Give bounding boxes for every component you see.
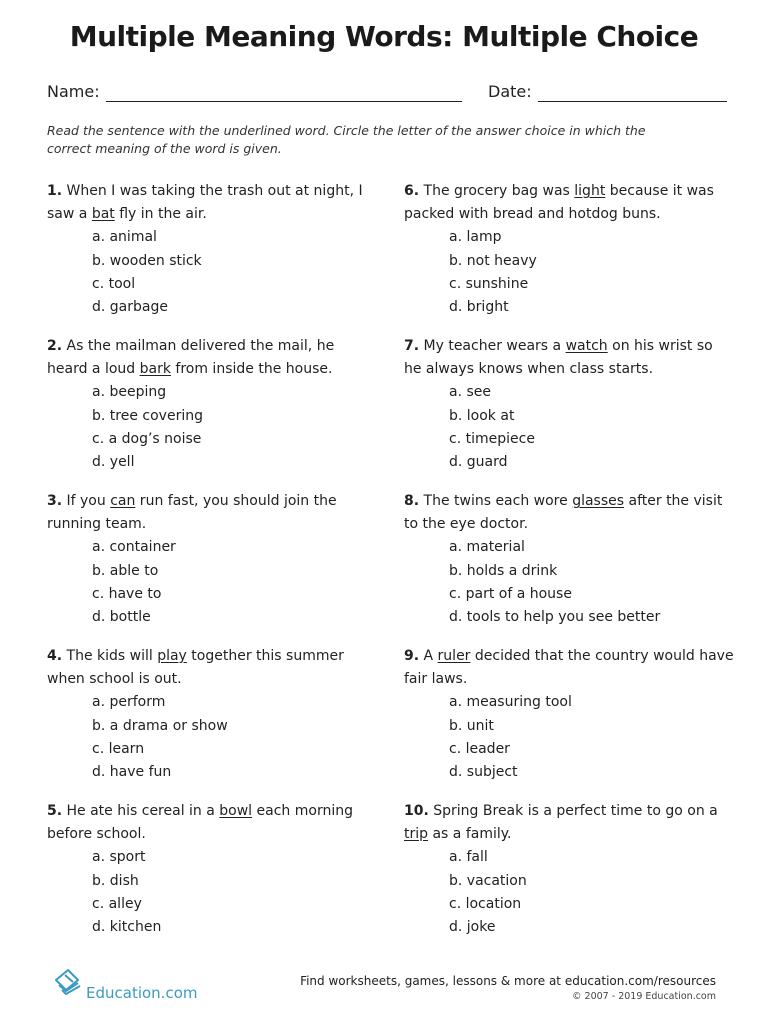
question-text-before: Spring Break is a perfect time to go on a bbox=[428, 803, 718, 819]
question-text-after: decided that the country would have fair laws. bbox=[404, 648, 734, 688]
underlined-word: bark bbox=[139, 361, 171, 378]
question-number: 9. bbox=[404, 648, 420, 664]
question-text-after: because it was packed with bread and hotdog buns. bbox=[404, 183, 714, 223]
date-line[interactable] bbox=[538, 101, 727, 102]
answer-choice[interactable]: a. measuring tool bbox=[449, 694, 572, 711]
question-stem bbox=[47, 490, 377, 536]
answer-choice[interactable]: c. part of a house bbox=[449, 585, 572, 602]
question-text-after: from inside the house. bbox=[170, 361, 333, 378]
question-text-after: after the visit to the eye doctor. bbox=[404, 493, 723, 533]
question-text-after: as a family. bbox=[428, 826, 512, 843]
answer-choice[interactable]: c. timepiece bbox=[449, 430, 535, 447]
answer-choice[interactable]: b. unit bbox=[449, 717, 494, 734]
question-item bbox=[47, 180, 377, 319]
question-text-after: on his wrist so he always knows when class starts. bbox=[404, 338, 713, 378]
answer-choice[interactable]: c. sunshine bbox=[449, 275, 529, 292]
question-item bbox=[404, 645, 734, 784]
answer-choice[interactable]: b. not heavy bbox=[449, 252, 537, 269]
question-stem bbox=[47, 335, 377, 381]
question-item bbox=[47, 645, 377, 784]
brand-name: Education.com bbox=[86, 984, 198, 1002]
question-number: 10. bbox=[404, 803, 429, 819]
question-stem bbox=[404, 645, 734, 691]
answer-choice[interactable]: a. animal bbox=[92, 229, 157, 246]
answer-choice[interactable]: b. holds a drink bbox=[449, 562, 558, 579]
answer-choice[interactable]: c. a dog’s noise bbox=[92, 430, 202, 447]
answer-choice[interactable]: a. fall bbox=[449, 849, 488, 866]
question-stem bbox=[404, 800, 734, 846]
question-item bbox=[404, 180, 734, 319]
underlined-word: bat bbox=[91, 206, 115, 223]
underlined-word: can bbox=[110, 493, 136, 509]
underlined-word: bowl bbox=[219, 803, 253, 819]
question-text-after: each morning before school. bbox=[47, 803, 353, 843]
answer-choice[interactable]: a. material bbox=[449, 539, 525, 556]
question-item bbox=[47, 335, 377, 474]
question-stem bbox=[47, 645, 377, 691]
question-text-after: run fast, you should join the running team. bbox=[47, 493, 337, 533]
answer-choice[interactable]: b. tree covering bbox=[92, 407, 203, 424]
answer-choice[interactable]: b. wooden stick bbox=[92, 252, 202, 269]
answer-choice[interactable]: d. bottle bbox=[92, 609, 151, 626]
answer-choice[interactable]: d. guard bbox=[449, 454, 508, 471]
question-text-before: The grocery bag was bbox=[419, 183, 575, 199]
question-stem bbox=[404, 490, 734, 536]
question-text-before: The twins each wore bbox=[419, 493, 573, 509]
answer-choice[interactable]: b. a drama or show bbox=[92, 717, 228, 734]
name-label: Name: bbox=[47, 82, 100, 101]
answer-choice[interactable]: d. subject bbox=[449, 764, 518, 781]
answer-choice[interactable]: c. have to bbox=[92, 585, 162, 602]
question-text-after: fly in the air. bbox=[114, 206, 207, 223]
instructions: Read the sentence with the underlined word. Circle the letter of the answer choice in which the correct meaning of the word is given. bbox=[47, 123, 646, 156]
name-line[interactable] bbox=[106, 101, 462, 102]
question-number: 8. bbox=[404, 493, 420, 509]
question-item bbox=[404, 490, 734, 629]
question-item bbox=[404, 335, 734, 474]
question-item bbox=[404, 800, 734, 939]
question-stem bbox=[404, 180, 734, 226]
education-logo bbox=[52, 966, 252, 1002]
answer-choice[interactable]: a. see bbox=[449, 384, 491, 401]
question-number: 5. bbox=[47, 803, 63, 819]
question-item bbox=[47, 490, 377, 629]
question-text-before: When I was taking the trash out at night, I saw a bbox=[47, 183, 363, 223]
worksheet-title: Multiple Meaning Words: Multiple Choice bbox=[69, 20, 699, 53]
footer-tagline: Find worksheets, games, lessons & more at education.com/resources bbox=[300, 974, 716, 988]
question-stem bbox=[404, 335, 734, 381]
answer-choice[interactable]: b. look at bbox=[449, 407, 515, 424]
answer-choice[interactable]: d. joke bbox=[449, 919, 496, 936]
date-label: Date: bbox=[488, 82, 532, 101]
answer-choice[interactable]: d. garbage bbox=[92, 299, 168, 316]
answer-choice[interactable]: a. sport bbox=[92, 849, 146, 866]
answer-choice[interactable]: a. beeping bbox=[92, 384, 167, 401]
underlined-word: ruler bbox=[437, 648, 471, 664]
question-text-before: The kids will bbox=[62, 648, 158, 664]
answer-choice[interactable]: c. alley bbox=[92, 895, 142, 912]
question-text-before: He ate his cereal in a bbox=[62, 803, 220, 819]
answer-choice[interactable]: d. kitchen bbox=[92, 919, 162, 936]
underlined-word: play bbox=[157, 648, 187, 664]
answer-choice[interactable]: b. able to bbox=[92, 562, 159, 579]
question-number: 4. bbox=[47, 648, 63, 664]
question-text-before: My teacher wears a bbox=[419, 338, 566, 354]
answer-choice[interactable]: b. vacation bbox=[449, 872, 527, 889]
footer-copyright: © 2007 - 2019 Education.com bbox=[572, 991, 716, 1002]
answer-choice[interactable]: a. lamp bbox=[449, 229, 502, 246]
question-text-before: As the mailman delivered the mail, he heard a loud bbox=[47, 338, 335, 378]
answer-choice[interactable]: d. have fun bbox=[92, 764, 172, 781]
footer-info bbox=[300, 974, 716, 1002]
answer-choice[interactable]: a. perform bbox=[92, 694, 166, 711]
question-number: 1. bbox=[47, 183, 63, 199]
answer-choice[interactable]: c. tool bbox=[92, 275, 136, 292]
answer-choice[interactable]: c. leader bbox=[449, 740, 510, 757]
question-text-before: A bbox=[419, 648, 438, 664]
answer-choice[interactable]: d. bright bbox=[449, 299, 509, 316]
education-com-logo-icon bbox=[52, 966, 84, 1000]
underlined-word: trip bbox=[404, 826, 429, 843]
question-stem bbox=[47, 180, 377, 226]
question-number: 6. bbox=[404, 183, 420, 199]
underlined-word: watch bbox=[565, 338, 608, 354]
question-stem bbox=[47, 800, 377, 846]
question-item bbox=[47, 800, 377, 939]
answer-choice[interactable]: b. dish bbox=[92, 872, 139, 889]
answer-choice[interactable]: c. learn bbox=[92, 740, 145, 757]
answer-choice[interactable]: c. location bbox=[449, 895, 522, 912]
question-number: 2. bbox=[47, 338, 63, 354]
question-number: 3. bbox=[47, 493, 63, 509]
answer-choice[interactable]: a. container bbox=[92, 539, 176, 556]
underlined-word: light bbox=[574, 183, 606, 199]
underlined-word: glasses bbox=[572, 493, 625, 509]
name-date-row bbox=[47, 82, 727, 106]
answer-choice[interactable]: d. tools to help you see better bbox=[449, 609, 661, 626]
question-number: 7. bbox=[404, 338, 420, 354]
question-text-before: If you bbox=[62, 493, 111, 509]
question-text-after: together this summer when school is out. bbox=[47, 648, 344, 688]
answer-choice[interactable]: d. yell bbox=[92, 454, 135, 471]
